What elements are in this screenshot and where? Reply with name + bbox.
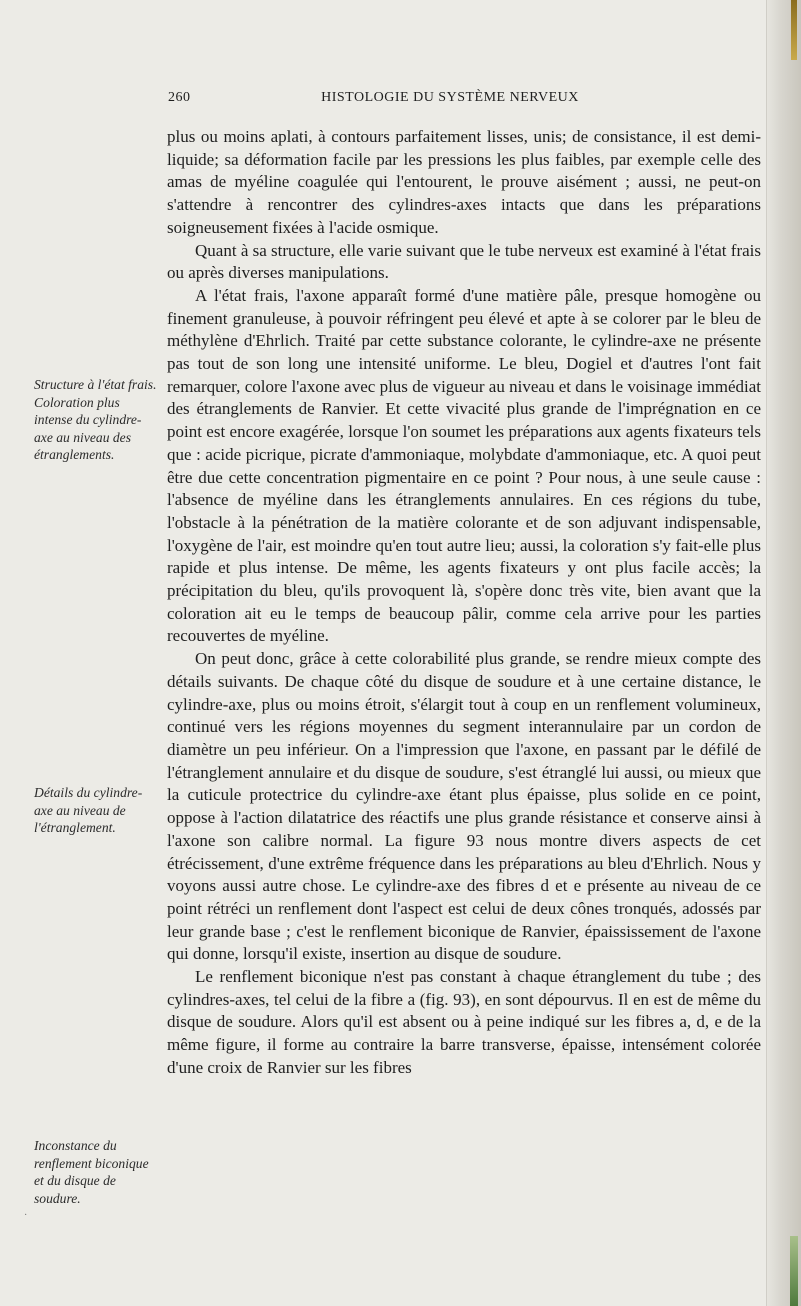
page-header	[140, 90, 760, 110]
paragraph: plus ou moins aplati, à contours parfaitement lisses, unis; de consistance, il est demi-liquide; sa déformation facile par les pressions les plus faibles, par exemple celle des amas de myéline coagulée qui l'entourent, le prouve aisément ; aussi, ne peut-on s'attendre à rencontrer des cylindres-axes intacts que dans les préparations soigneusement fixées à l'acide osmique.	[167, 127, 761, 237]
page-edge-gilt	[791, 0, 797, 60]
sidenote-details: Détails du cylindre-axe au niveau de l'étranglement.	[34, 785, 143, 836]
sidenote-structure: Structure à l'état frais. Coloration plus intense du cylindre-axe au niveau des étranglements.	[34, 377, 157, 463]
running-head: HISTOLOGIE DU SYSTÈME NERVEUX	[321, 90, 579, 105]
page-number: 260	[168, 90, 191, 105]
body-text	[167, 126, 761, 1080]
sidenote-inconstance: Inconstance du renflement biconique et du disque de soudure.	[34, 1138, 149, 1206]
margin-mark: ·	[24, 1210, 28, 1221]
paragraph: Le renflement biconique n'est pas constant à chaque étranglement du tube ; des cylindres-axes, tel celui de la fibre a (fig. 93), en sont dépourvus. Il en est de même du disque de soudure. Alors qu'il est absent ou à peine indiqué sur les fibres a, d, e de la même figure, il forme au contraire la barre transverse, épaisse, intensément colorée d'une croix de Ranvier sur les fibres	[167, 967, 761, 1077]
page-edge-tab	[790, 1236, 798, 1306]
paragraph: A l'état frais, l'axone apparaît formé d'une matière pâle, presque homogène ou finement granuleuse, à pouvoir réfringent peu élevé et apte à se colorer par le bleu de méthylène d'Ehrlich. Traité par cette substance colorante, le cylindre-axe ne présente pas tout de son long une intensité uniforme. Le bleu, Dogiel et d'autres l'ont fait remarquer, colore l'axone avec plus de vigueur au niveau et dans le voisinage immédiat des étranglements de Ranvier. Et cette vivacité plus grande de l'imprégnation en ce point est encore exagérée, lorsque l'on soumet les préparations aux agents fixateurs tels que : acide picrique, picrate d'ammoniaque, molybdate d'ammoniaque, etc. A quoi peut être due cette concentration pigmentaire en ce point ? Pour nous, à une seule cause : l'absence de myéline dans les étranglements annulaires. En ces régions du tube, l'obstacle à la pénétration de la matière colorante et de son adjuvant indispensable, l'oxygène de l'air, est moindre qu'en tout autre lieu; aussi, la coloration s'y fait-elle plus rapide et plus intense. De même, les agents fixateurs y ont plus facile accès; la précipitation du bleu, qu'ils provoquent là, s'opère donc très vite, bien avant que la coloration ait eu le temps de beaucoup pâlir, comme cela arrive pour les parties recouvertes de myéline.	[167, 285, 761, 646]
paragraph: On peut donc, grâce à cette colorabilité plus grande, se rendre mieux compte des détails suivants. De chaque côté du disque de soudure et à une certaine distance, le cylindre-axe, plus ou moins étroit, s'élargit tout à coup en un renflement volumineux, continué vers les régions moyennes du segment interannulaire par un cordon de diamètre un peu inférieur. On a l'impression que l'axone, en passant par le défilé de l'étranglement annulaire et du disque de soudure, s'est étranglé lui aussi, ou mieux que la cuticule protectrice du cylindre-axe étant plus épaisse, plus solide en ce point, oppose à l'action dilatatrice des réactifs une plus grande résistance et conserve ainsi à l'axone son calibre normal. La figure 93 nous montre divers aspects de cet étrécissement, d'une extrême fréquence dans les préparations au bleu d'Ehrlich. Nous y voyons aussi autre chose. Le cylindre-axe des fibres d et e présente au niveau de ce point rétréci un renflement dont l'aspect est celui de deux cônes tronqués, adossés par leur grande base ; c'est le renflement biconique de Ranvier, épaississement de l'axone qui donne, lorsqu'il existe, insertion au disque de soudure.	[167, 649, 761, 964]
paragraph: Quant à sa structure, elle varie suivant que le tube nerveux est examiné à l'état frais ou après diverses manipulations.	[167, 240, 761, 283]
page-edge	[766, 0, 801, 1306]
